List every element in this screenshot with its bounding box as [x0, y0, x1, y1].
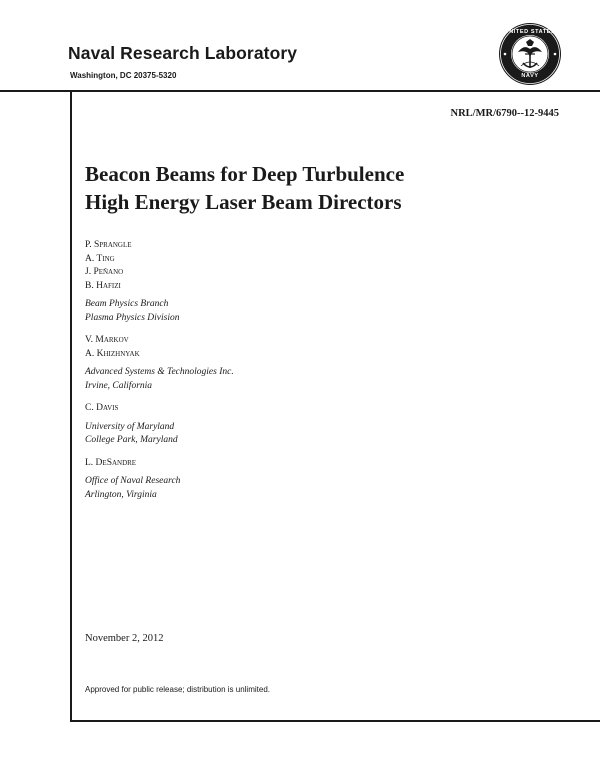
author: B. Hafizi [85, 280, 121, 291]
affiliation-line: Plasma Physics Division [85, 312, 180, 323]
affiliation-line: Arlington, Virginia [85, 489, 157, 500]
author: A. Ting [85, 253, 115, 264]
affiliation-line: University of Maryland [85, 421, 175, 432]
author: C. Davis [85, 403, 119, 413]
seal-bottom-text: NAVY [521, 73, 539, 79]
title-line-1: Beacon Beams for Deep Turbulence [85, 162, 405, 186]
navy-seal-logo [498, 22, 562, 86]
affiliation-line: Advanced Systems & Technologies Inc. [85, 367, 234, 377]
author: P. Sprangle [85, 240, 132, 250]
report-date: November 2, 2012 [85, 633, 164, 644]
bottom-border-rule [70, 720, 600, 722]
seal-top-text: UNITED STATES [504, 29, 556, 35]
author: L. DeSandre [85, 457, 137, 468]
affiliation-line: College Park, Maryland [85, 435, 178, 445]
affiliation-line: Beam Physics Branch [85, 299, 169, 309]
header-rule [0, 90, 600, 92]
title-line-2: High Energy Laser Beam Directors [85, 190, 402, 214]
author: J. Peñano [85, 267, 124, 277]
report-number: NRL/MR/6790--12-9445 [450, 108, 559, 119]
distribution-statement: Approved for public release; distribution is unlimited. [85, 685, 270, 694]
left-border-rule [70, 90, 72, 722]
organization-address: Washington, DC 20375-5320 [70, 71, 177, 80]
affiliation-line: Office of Naval Research [85, 476, 181, 486]
author-list [85, 239, 234, 502]
author: V. Markov [85, 335, 129, 345]
author: A. Khizhnyak [85, 348, 140, 359]
organization-name: Naval Research Laboratory [68, 43, 298, 63]
report-title [85, 160, 404, 216]
affiliation-line: Irvine, California [85, 380, 153, 391]
